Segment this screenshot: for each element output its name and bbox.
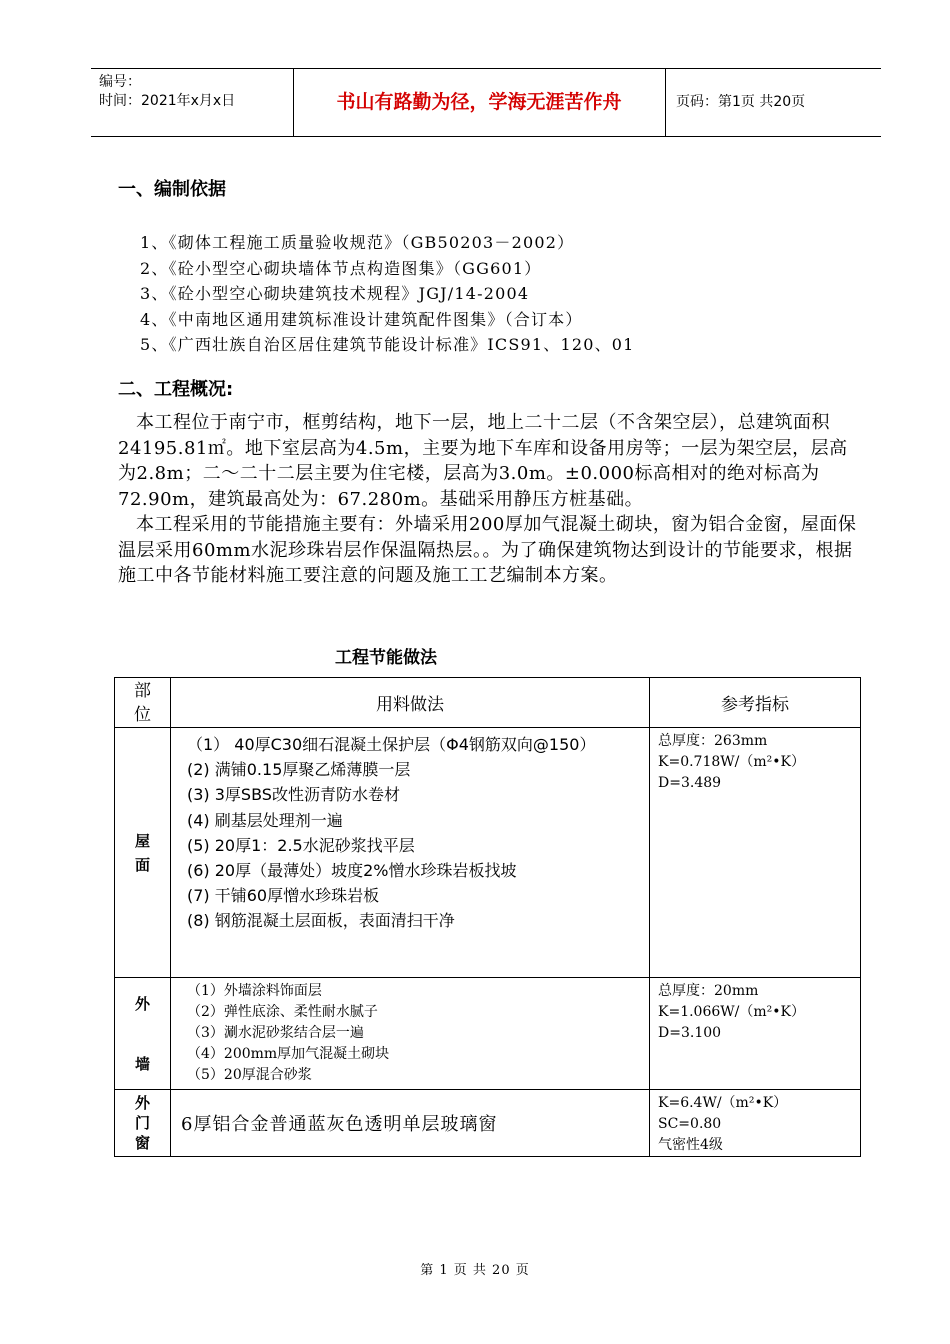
roof-item: （1） 40厚C30细石混凝土保护层（Φ4钢筋双向@150）	[187, 735, 596, 754]
reference-item: 5、《广西壮族自治区居住建筑节能设计标准》ICS91、120、01	[140, 335, 635, 354]
reference-item: 1、《砌体工程施工质量验收规范》（GB50203－2002）	[140, 233, 575, 252]
reference-item: 2、《砼小型空心砌块墙体节点构造图集》（GG601）	[140, 258, 542, 278]
header-page-info: 页码：第1页 共20页	[676, 94, 806, 110]
header-method: 用料做法	[171, 678, 650, 728]
wall-item: （4）200mm厚加气混凝土砌块	[187, 1046, 390, 1062]
part-wall-top: 外	[134, 994, 150, 1013]
part-window-label: 外门窗	[134, 1094, 150, 1152]
table-row-wall	[115, 978, 861, 1090]
wall-index-item: D=3.100	[658, 1025, 722, 1041]
header-part: 部位	[115, 678, 171, 728]
header-divider	[665, 69, 666, 136]
wall-item: （3）涮水泥砂浆结合层一遍	[187, 1025, 364, 1041]
window-index	[650, 1090, 861, 1157]
section-heading-overview: 二、工程概况:	[118, 379, 234, 400]
table-title: 工程节能做法	[335, 648, 437, 668]
wall-item: （2）弹性底涂、柔性耐水腻子	[187, 1004, 378, 1020]
table-row-window	[115, 1090, 861, 1157]
doc-time: 时间：2021年x月x日	[99, 93, 236, 109]
reference-list	[140, 230, 635, 358]
roof-item: (2) 满铺0.15厚聚乙烯薄膜一层	[187, 760, 411, 780]
page-header	[91, 68, 881, 137]
wall-index	[650, 978, 861, 1090]
table-row-roof	[115, 728, 861, 978]
part-wall-bottom: 墙	[134, 1054, 150, 1073]
doc-number-label: 编号：	[99, 74, 141, 90]
reference-item: 3、《砼小型空心砌块建筑技术规程》JGJ/14-2004	[140, 284, 530, 303]
part-window	[115, 1090, 171, 1157]
roof-item: (3) 3厚SBS改性沥青防水卷材	[187, 785, 400, 805]
overview-paragraph: 本工程位于南宁市，框剪结构，地下一层，地上二十二层（不含架空层），总建筑面积24195.81㎡。地下室层高为4.5m，主要为地下车库和设备用房等；一层为架空层，层高为2.8m；二～二十二层主要为住宅楼，层高为3.0m。±0.000标高相对的绝对标高为72.90m，建筑最高处为：67.280m。基础采用静压方桩基础。	[118, 412, 848, 510]
part-roof-label: 屋面	[134, 831, 150, 874]
part-wall	[115, 978, 171, 1090]
roof-item: (8) 钢筋混凝土层面板，表面清扫干净	[187, 911, 455, 931]
energy-table	[114, 677, 861, 1157]
wall-item: （5）20厚混合砂浆	[187, 1067, 312, 1083]
roof-index	[650, 728, 861, 978]
roof-item: (6) 20厚（最薄处）坡度2%憎水珍珠岩板找坡	[187, 861, 517, 881]
window-index-item: SC=0.80	[658, 1116, 722, 1132]
table-header-row	[115, 678, 861, 728]
roof-index-item: K=0.718W/（m²•K）	[658, 754, 805, 770]
header-meta	[99, 73, 235, 111]
roof-item: (5) 20厚1：2.5水泥砂浆找平层	[187, 835, 415, 855]
wall-index-item: K=1.066W/（m²•K）	[658, 1004, 805, 1020]
roof-item: (4) 刷基层处理剂一遍	[187, 810, 343, 830]
roof-index-item: 总厚度：263mm	[658, 733, 768, 749]
roof-method	[171, 728, 650, 978]
wall-method	[171, 978, 650, 1090]
overview-paragraph: 本工程采用的节能措施主要有：外墙采用200厚加气混凝土砌块，窗为铝合金窗，屋面保温层采用60mm水泥珍珠岩层作保温隔热层。。为了确保建筑物达到设计的节能要求，根据施工中各节能材料施工要注意的问题及施工工艺编制本方案。	[118, 514, 857, 586]
window-index-item: 气密性4级	[658, 1137, 723, 1153]
roof-item: (7) 干铺60厚憎水珍珠岩板	[187, 886, 380, 906]
roof-index-item: D=3.489	[658, 775, 722, 791]
window-index-item: K=6.4W/（m²•K）	[658, 1095, 788, 1111]
page-footer: 第 1 页 共 20 页	[420, 1263, 530, 1278]
part-roof	[115, 728, 171, 978]
reference-item: 4、《中南地区通用建筑标准设计建筑配件图集》（合订本）	[140, 309, 583, 329]
overview-text	[118, 410, 863, 589]
header-index: 参考指标	[650, 678, 861, 728]
header-motto: 书山有路勤为径，学海无涯苦作舟	[336, 91, 622, 113]
window-method: 6厚铝合金普通蓝灰色透明单层玻璃窗	[171, 1090, 650, 1157]
wall-index-item: 总厚度：20mm	[658, 983, 759, 999]
wall-item: （1）外墙涂料饰面层	[187, 983, 322, 999]
section-heading-basis: 一、编制依据	[118, 179, 226, 200]
